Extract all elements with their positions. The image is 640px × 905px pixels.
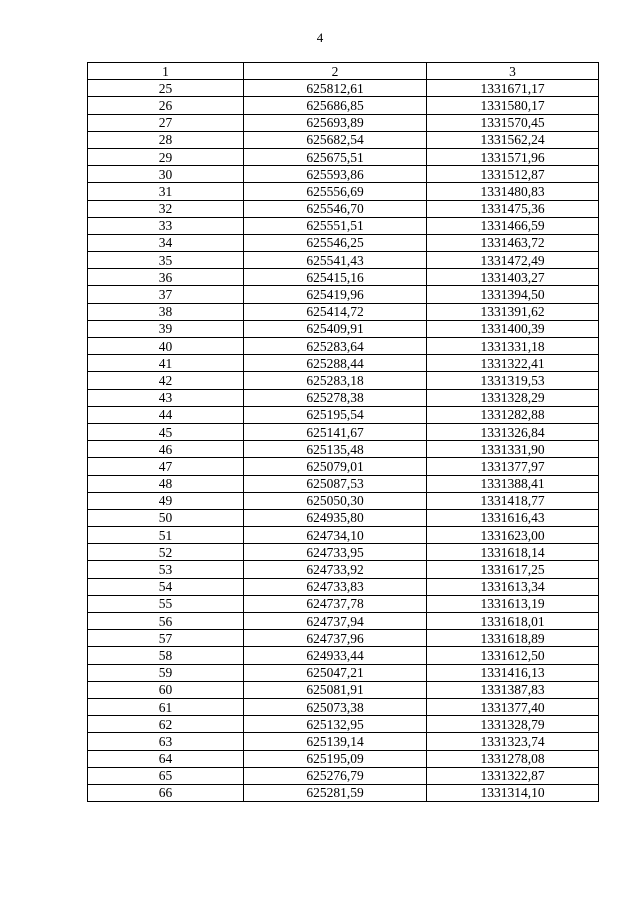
x-coordinate-cell: 625686,85 bbox=[244, 97, 427, 114]
table-row bbox=[88, 630, 599, 647]
x-coordinate-cell: 625693,89 bbox=[244, 114, 427, 131]
table-row bbox=[88, 475, 599, 492]
point-number-cell: 51 bbox=[88, 527, 244, 544]
table-row bbox=[88, 613, 599, 630]
point-number-cell: 56 bbox=[88, 613, 244, 630]
point-number-cell: 47 bbox=[88, 458, 244, 475]
x-coordinate-cell: 625050,30 bbox=[244, 492, 427, 509]
point-number-cell: 29 bbox=[88, 148, 244, 165]
table-row bbox=[88, 441, 599, 458]
y-coordinate-cell: 1331570,45 bbox=[427, 114, 599, 131]
point-number-cell: 36 bbox=[88, 269, 244, 286]
point-number-cell: 28 bbox=[88, 131, 244, 148]
point-number-cell: 49 bbox=[88, 492, 244, 509]
table-row bbox=[88, 527, 599, 544]
y-coordinate-cell: 1331475,36 bbox=[427, 200, 599, 217]
table-row bbox=[88, 183, 599, 200]
point-number-cell: 39 bbox=[88, 320, 244, 337]
x-coordinate-cell: 625087,53 bbox=[244, 475, 427, 492]
table-row bbox=[88, 200, 599, 217]
y-coordinate-cell: 1331394,50 bbox=[427, 286, 599, 303]
point-number-cell: 60 bbox=[88, 681, 244, 698]
y-coordinate-cell: 1331322,87 bbox=[427, 767, 599, 784]
x-coordinate-cell: 624737,94 bbox=[244, 613, 427, 630]
table-row bbox=[88, 97, 599, 114]
table-row bbox=[88, 286, 599, 303]
point-number-cell: 27 bbox=[88, 114, 244, 131]
x-coordinate-cell: 625278,38 bbox=[244, 389, 427, 406]
point-number-cell: 54 bbox=[88, 578, 244, 595]
y-coordinate-cell: 1331387,83 bbox=[427, 681, 599, 698]
x-coordinate-cell: 625414,72 bbox=[244, 303, 427, 320]
x-coordinate-cell: 624733,92 bbox=[244, 561, 427, 578]
column-header-1: 1 bbox=[88, 63, 244, 80]
y-coordinate-cell: 1331403,27 bbox=[427, 269, 599, 286]
x-coordinate-cell: 625139,14 bbox=[244, 733, 427, 750]
y-coordinate-cell: 1331400,39 bbox=[427, 320, 599, 337]
table-row bbox=[88, 767, 599, 784]
table-row bbox=[88, 148, 599, 165]
table-row bbox=[88, 784, 599, 801]
x-coordinate-cell: 624734,10 bbox=[244, 527, 427, 544]
table-row bbox=[88, 423, 599, 440]
table-row bbox=[88, 716, 599, 733]
table-row bbox=[88, 234, 599, 251]
y-coordinate-cell: 1331377,97 bbox=[427, 458, 599, 475]
x-coordinate-cell: 625283,18 bbox=[244, 372, 427, 389]
y-coordinate-cell: 1331618,01 bbox=[427, 613, 599, 630]
y-coordinate-cell: 1331617,25 bbox=[427, 561, 599, 578]
table-row bbox=[88, 338, 599, 355]
page-number: 4 bbox=[316, 30, 324, 45]
point-number-cell: 25 bbox=[88, 80, 244, 97]
table-row bbox=[88, 80, 599, 97]
x-coordinate-cell: 625283,64 bbox=[244, 338, 427, 355]
point-number-cell: 53 bbox=[88, 561, 244, 578]
point-number-cell: 63 bbox=[88, 733, 244, 750]
y-coordinate-cell: 1331571,96 bbox=[427, 148, 599, 165]
table-row bbox=[88, 303, 599, 320]
table-row bbox=[88, 647, 599, 664]
table-row bbox=[88, 681, 599, 698]
point-number-cell: 62 bbox=[88, 716, 244, 733]
y-coordinate-cell: 1331328,29 bbox=[427, 389, 599, 406]
y-coordinate-cell: 1331331,90 bbox=[427, 441, 599, 458]
column-header-2: 2 bbox=[244, 63, 427, 80]
x-coordinate-cell: 625079,01 bbox=[244, 458, 427, 475]
table-row bbox=[88, 166, 599, 183]
table-row bbox=[88, 114, 599, 131]
point-number-cell: 44 bbox=[88, 406, 244, 423]
y-coordinate-cell: 1331323,74 bbox=[427, 733, 599, 750]
point-number-cell: 50 bbox=[88, 509, 244, 526]
x-coordinate-cell: 625135,48 bbox=[244, 441, 427, 458]
y-coordinate-cell: 1331480,83 bbox=[427, 183, 599, 200]
y-coordinate-cell: 1331282,88 bbox=[427, 406, 599, 423]
point-number-cell: 31 bbox=[88, 183, 244, 200]
y-coordinate-cell: 1331328,79 bbox=[427, 716, 599, 733]
table-row bbox=[88, 372, 599, 389]
y-coordinate-cell: 1331618,14 bbox=[427, 544, 599, 561]
table-body bbox=[88, 80, 599, 802]
point-number-cell: 64 bbox=[88, 750, 244, 767]
x-coordinate-cell: 625081,91 bbox=[244, 681, 427, 698]
point-number-cell: 52 bbox=[88, 544, 244, 561]
point-number-cell: 41 bbox=[88, 355, 244, 372]
point-number-cell: 59 bbox=[88, 664, 244, 681]
x-coordinate-cell: 625415,16 bbox=[244, 269, 427, 286]
x-coordinate-cell: 624733,83 bbox=[244, 578, 427, 595]
y-coordinate-cell: 1331319,53 bbox=[427, 372, 599, 389]
x-coordinate-cell: 625675,51 bbox=[244, 148, 427, 165]
point-number-cell: 48 bbox=[88, 475, 244, 492]
x-coordinate-cell: 625551,51 bbox=[244, 217, 427, 234]
table-row bbox=[88, 750, 599, 767]
table-row bbox=[88, 406, 599, 423]
y-coordinate-cell: 1331418,77 bbox=[427, 492, 599, 509]
y-coordinate-cell: 1331391,62 bbox=[427, 303, 599, 320]
y-coordinate-cell: 1331623,00 bbox=[427, 527, 599, 544]
y-coordinate-cell: 1331613,34 bbox=[427, 578, 599, 595]
table-row bbox=[88, 698, 599, 715]
point-number-cell: 43 bbox=[88, 389, 244, 406]
point-number-cell: 40 bbox=[88, 338, 244, 355]
point-number-cell: 30 bbox=[88, 166, 244, 183]
x-coordinate-cell: 625409,91 bbox=[244, 320, 427, 337]
point-number-cell: 32 bbox=[88, 200, 244, 217]
y-coordinate-cell: 1331580,17 bbox=[427, 97, 599, 114]
column-header-3: 3 bbox=[427, 63, 599, 80]
y-coordinate-cell: 1331618,89 bbox=[427, 630, 599, 647]
x-coordinate-cell: 625141,67 bbox=[244, 423, 427, 440]
x-coordinate-cell: 625546,70 bbox=[244, 200, 427, 217]
table-row bbox=[88, 578, 599, 595]
table-row bbox=[88, 389, 599, 406]
x-coordinate-cell: 624737,78 bbox=[244, 595, 427, 612]
y-coordinate-cell: 1331322,41 bbox=[427, 355, 599, 372]
table-row bbox=[88, 561, 599, 578]
y-coordinate-cell: 1331472,49 bbox=[427, 252, 599, 269]
table-row bbox=[88, 217, 599, 234]
x-coordinate-cell: 625288,44 bbox=[244, 355, 427, 372]
x-coordinate-cell: 625195,54 bbox=[244, 406, 427, 423]
x-coordinate-cell: 624737,96 bbox=[244, 630, 427, 647]
y-coordinate-cell: 1331463,72 bbox=[427, 234, 599, 251]
x-coordinate-cell: 624733,95 bbox=[244, 544, 427, 561]
point-number-cell: 46 bbox=[88, 441, 244, 458]
table-row bbox=[88, 458, 599, 475]
point-number-cell: 58 bbox=[88, 647, 244, 664]
y-coordinate-cell: 1331377,40 bbox=[427, 698, 599, 715]
y-coordinate-cell: 1331616,43 bbox=[427, 509, 599, 526]
y-coordinate-cell: 1331671,17 bbox=[427, 80, 599, 97]
y-coordinate-cell: 1331314,10 bbox=[427, 784, 599, 801]
x-coordinate-cell: 625073,38 bbox=[244, 698, 427, 715]
table-row bbox=[88, 733, 599, 750]
x-coordinate-cell: 625812,61 bbox=[244, 80, 427, 97]
table-row bbox=[88, 269, 599, 286]
y-coordinate-cell: 1331278,08 bbox=[427, 750, 599, 767]
point-number-cell: 38 bbox=[88, 303, 244, 320]
point-number-cell: 65 bbox=[88, 767, 244, 784]
x-coordinate-cell: 625419,96 bbox=[244, 286, 427, 303]
point-number-cell: 55 bbox=[88, 595, 244, 612]
table-row bbox=[88, 355, 599, 372]
point-number-cell: 66 bbox=[88, 784, 244, 801]
x-coordinate-cell: 624933,44 bbox=[244, 647, 427, 664]
table-row bbox=[88, 131, 599, 148]
x-coordinate-cell: 625047,21 bbox=[244, 664, 427, 681]
x-coordinate-cell: 625132,95 bbox=[244, 716, 427, 733]
point-number-cell: 33 bbox=[88, 217, 244, 234]
table-row bbox=[88, 664, 599, 681]
table-row bbox=[88, 544, 599, 561]
x-coordinate-cell: 625556,69 bbox=[244, 183, 427, 200]
point-number-cell: 61 bbox=[88, 698, 244, 715]
x-coordinate-cell: 625593,86 bbox=[244, 166, 427, 183]
x-coordinate-cell: 625546,25 bbox=[244, 234, 427, 251]
y-coordinate-cell: 1331416,13 bbox=[427, 664, 599, 681]
y-coordinate-cell: 1331326,84 bbox=[427, 423, 599, 440]
table-header-row bbox=[88, 63, 599, 80]
y-coordinate-cell: 1331612,50 bbox=[427, 647, 599, 664]
point-number-cell: 37 bbox=[88, 286, 244, 303]
x-coordinate-cell: 625276,79 bbox=[244, 767, 427, 784]
table-row bbox=[88, 252, 599, 269]
x-coordinate-cell: 625541,43 bbox=[244, 252, 427, 269]
point-number-cell: 42 bbox=[88, 372, 244, 389]
point-number-cell: 45 bbox=[88, 423, 244, 440]
point-number-cell: 26 bbox=[88, 97, 244, 114]
x-coordinate-cell: 625281,59 bbox=[244, 784, 427, 801]
y-coordinate-cell: 1331512,87 bbox=[427, 166, 599, 183]
point-number-cell: 35 bbox=[88, 252, 244, 269]
x-coordinate-cell: 624935,80 bbox=[244, 509, 427, 526]
table-row bbox=[88, 595, 599, 612]
y-coordinate-cell: 1331388,41 bbox=[427, 475, 599, 492]
y-coordinate-cell: 1331466,59 bbox=[427, 217, 599, 234]
y-coordinate-cell: 1331613,19 bbox=[427, 595, 599, 612]
x-coordinate-cell: 625195,09 bbox=[244, 750, 427, 767]
coordinates-table bbox=[87, 62, 599, 802]
table-row bbox=[88, 509, 599, 526]
table-row bbox=[88, 492, 599, 509]
y-coordinate-cell: 1331562,24 bbox=[427, 131, 599, 148]
point-number-cell: 57 bbox=[88, 630, 244, 647]
point-number-cell: 34 bbox=[88, 234, 244, 251]
x-coordinate-cell: 625682,54 bbox=[244, 131, 427, 148]
table-row bbox=[88, 320, 599, 337]
y-coordinate-cell: 1331331,18 bbox=[427, 338, 599, 355]
